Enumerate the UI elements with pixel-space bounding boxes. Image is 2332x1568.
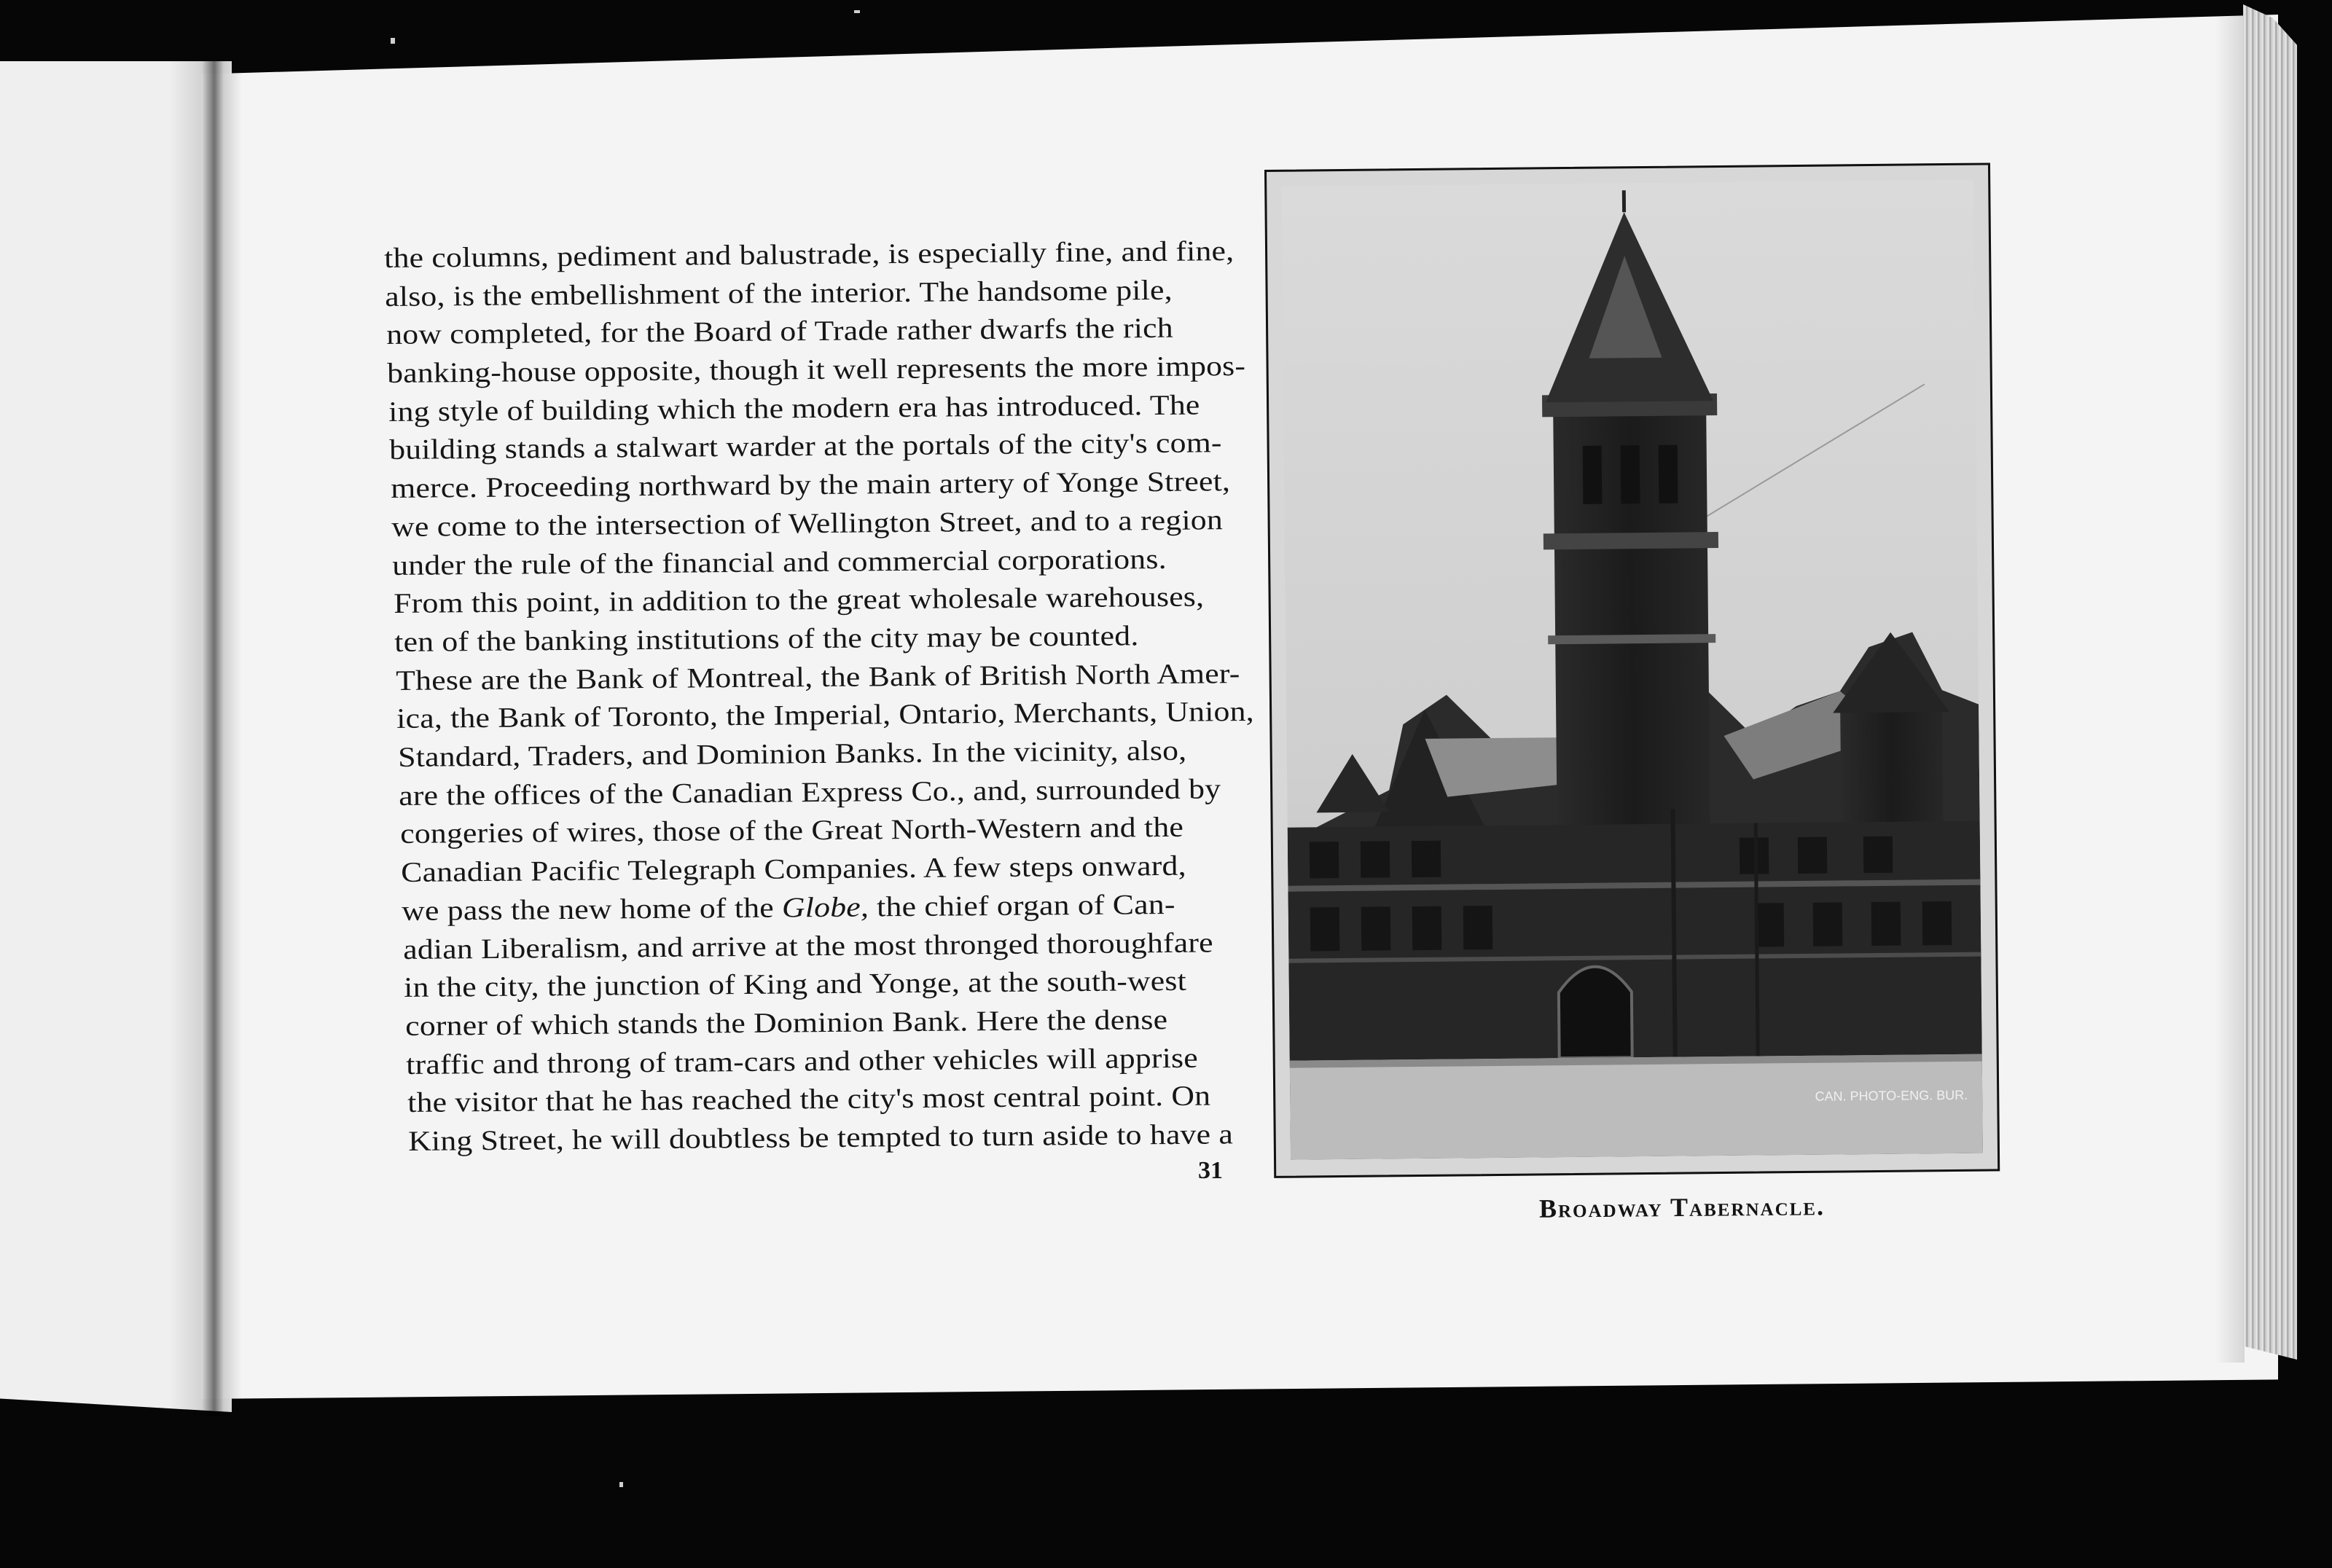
text-line: the columns, pediment and balustrade, is especially fine, and fine, bbox=[384, 235, 1235, 274]
text-line: now completed, for the Board of Trade rather dwarfs the rich bbox=[386, 313, 1173, 351]
text-line: in the city, the junction of King and Yonge, at the south-west bbox=[404, 965, 1187, 1004]
text-line: adian Liberalism, and arrive at the most thronged thoroughfare bbox=[402, 926, 1213, 965]
text-line bbox=[402, 889, 1175, 928]
italic-run: Globe, bbox=[782, 891, 869, 924]
text-line: From this point, in addition to the great wholesale warehouses, bbox=[393, 581, 1205, 620]
text-line: Canadian Pacific Telegraph Companies. A few steps onward, bbox=[400, 850, 1186, 889]
text-run: the chief organ of Can- bbox=[869, 888, 1176, 923]
figure-caption: Broadway Tabernacle. bbox=[1538, 1191, 1826, 1223]
photo-credit: CAN. PHOTO-ENG. BUR. bbox=[1815, 1087, 1968, 1104]
figure-frame bbox=[1264, 162, 2000, 1177]
text-line: merce. Proceeding northward by the main artery of Yonge Street, bbox=[390, 466, 1230, 505]
text-line: the visitor that he has reached the city's most central point. On bbox=[407, 1080, 1210, 1119]
text-line: we come to the intersection of Wellington Street, and to a region bbox=[391, 504, 1224, 543]
text-line: banking-house opposite, though it well represents the more impos- bbox=[387, 350, 1246, 390]
text-line: ing style of building which the modern era has introduced. The bbox=[388, 389, 1200, 428]
text-line: ten of the banking institutions of the city may be counted. bbox=[394, 620, 1140, 658]
text-line: building stands a stalwart warder at the portals of the city's com- bbox=[389, 427, 1223, 466]
text-line: congeries of wires, those of the Great North-Western and the bbox=[399, 812, 1183, 850]
text-line: traffic and throng of tram-cars and other vehicles will apprise bbox=[406, 1042, 1199, 1081]
text-line: Standard, Traders, and Dominion Banks. In the vicinity, also, bbox=[397, 734, 1187, 774]
church-photograph-icon bbox=[1281, 180, 1983, 1160]
text-line: under the rule of the financial and commercial corporations. bbox=[392, 543, 1167, 581]
text-line: also, is the embellishment of the interior. The handsome pile, bbox=[385, 274, 1173, 313]
text-line: are the offices of the Canadian Express Co., and, surrounded by bbox=[399, 773, 1221, 812]
text-line: King Street, he will doubtless be tempted to turn aside to have a bbox=[408, 1118, 1234, 1157]
text-line: ica, the Bank of Toronto, the Imperial, Ontario, Merchants, Union, bbox=[396, 696, 1255, 735]
page-number: 31 bbox=[1198, 1157, 1223, 1184]
text-run: we pass the new home of the bbox=[402, 892, 783, 927]
text-line: These are the Bank of Montreal, the Bank of British North Amer- bbox=[395, 657, 1240, 697]
text-line: corner of which stands the Dominion Bank. Here the dense bbox=[404, 1003, 1168, 1042]
